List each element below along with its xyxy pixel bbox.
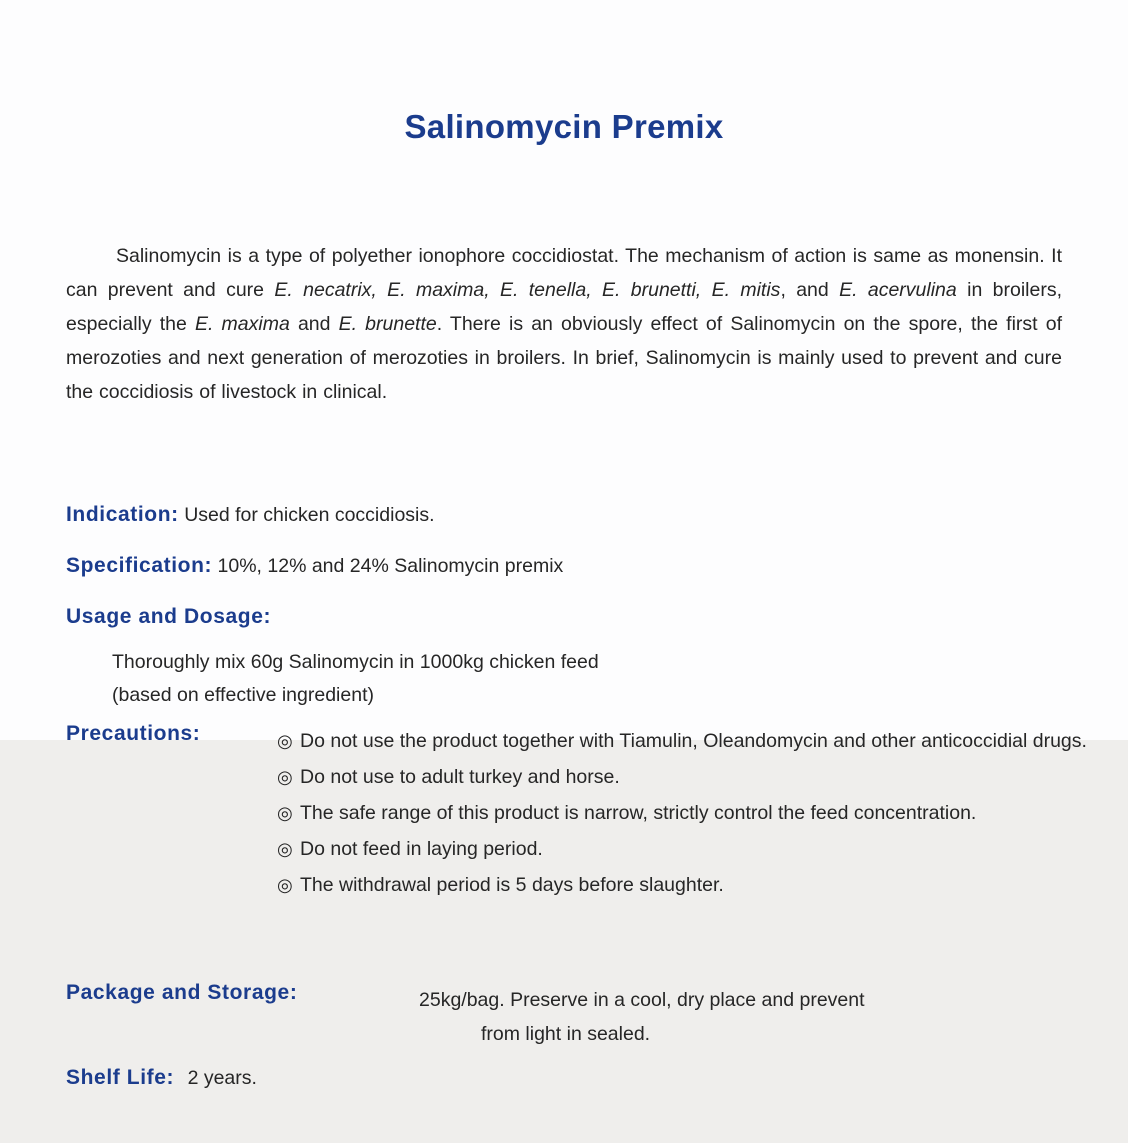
page-title: Salinomycin Premix bbox=[404, 108, 724, 146]
precaution-item-text: The safe range of this product is narrow, strictly control the feed concentration. bbox=[300, 802, 977, 824]
double-circle-bullet-icon: ◎ bbox=[277, 767, 293, 787]
precaution-item-text: The withdrawal period is 5 days before slaughter. bbox=[300, 874, 724, 896]
intro-paragraph bbox=[66, 239, 1062, 409]
usage-dosage-label: Usage and Dosage: bbox=[66, 605, 272, 628]
intro-segment-3: E. acervulina bbox=[839, 278, 957, 301]
shelf-life-value: 2 years. bbox=[187, 1067, 257, 1089]
package-storage-label: Package and Storage: bbox=[66, 981, 298, 1004]
double-circle-bullet-icon: ◎ bbox=[277, 803, 293, 823]
indication-label: Indication: bbox=[66, 503, 179, 526]
precaution-item bbox=[277, 831, 1097, 867]
precautions-list bbox=[277, 723, 1097, 903]
shelf-life-row bbox=[66, 1066, 766, 1090]
precautions-label: Precautions: bbox=[66, 722, 201, 745]
indication-value: Used for chicken coccidiosis. bbox=[184, 504, 435, 526]
precaution-item bbox=[277, 759, 1097, 795]
double-circle-bullet-icon: ◎ bbox=[277, 839, 293, 859]
intro-segment-2: , and bbox=[780, 278, 840, 301]
indication-row bbox=[66, 500, 1076, 530]
intro-segment-1: E. necatrix, E. maxima, E. tenella, E. brunetti, E. mitis bbox=[274, 278, 781, 301]
intro-segment-7: E. brunette bbox=[338, 312, 437, 335]
precaution-item bbox=[277, 795, 1097, 831]
usage-dosage-row bbox=[66, 602, 1076, 632]
package-storage-line-1: 25kg/bag. Preserve in a cool, dry place and prevent bbox=[419, 989, 865, 1011]
package-storage-text bbox=[419, 983, 1079, 1051]
precaution-item-text: Do not feed in laying period. bbox=[300, 838, 543, 860]
intro-segment-6: and bbox=[289, 312, 339, 335]
specification-label: Specification: bbox=[66, 554, 213, 577]
intro-segment-5: E. maxima bbox=[195, 312, 290, 335]
specification-row bbox=[66, 551, 1076, 581]
usage-dosage-text bbox=[112, 646, 1032, 712]
intro-segment-0: Salinomycin is a type of polyether ionophore coccidiostat. The mechanism of action is same as monensin. It can prevent and cure bbox=[66, 244, 1062, 301]
specification-value: 10%, 12% and 24% Salinomycin premix bbox=[217, 555, 564, 577]
intro-segment-8: . There is an obviously effect of Salinomycin on the spore, the first of merozoties and next generation of merozoties in broilers. In brief, Salinomycin is mainly used to prevent and cure the coccidiosis of livestock in clinical. bbox=[66, 312, 1062, 403]
usage-dosage-line-1: Thoroughly mix 60g Salinomycin in 1000kg chicken feed bbox=[112, 651, 599, 673]
usage-dosage-line-2: (based on effective ingredient) bbox=[112, 684, 374, 706]
precaution-item-text: Do not use to adult turkey and horse. bbox=[300, 766, 620, 788]
package-storage-line-2: from light in sealed. bbox=[481, 1023, 651, 1045]
precaution-item bbox=[277, 723, 1097, 759]
precaution-item-text: Do not use the product together with Tiamulin, Oleandomycin and other anticoccidial drugs. bbox=[300, 730, 1087, 752]
shelf-life-label: Shelf Life: bbox=[66, 1066, 175, 1089]
precaution-item bbox=[277, 867, 1097, 903]
intro-segment-4: in broilers, especially the bbox=[66, 278, 1062, 335]
double-circle-bullet-icon: ◎ bbox=[277, 875, 293, 895]
double-circle-bullet-icon: ◎ bbox=[277, 731, 293, 751]
